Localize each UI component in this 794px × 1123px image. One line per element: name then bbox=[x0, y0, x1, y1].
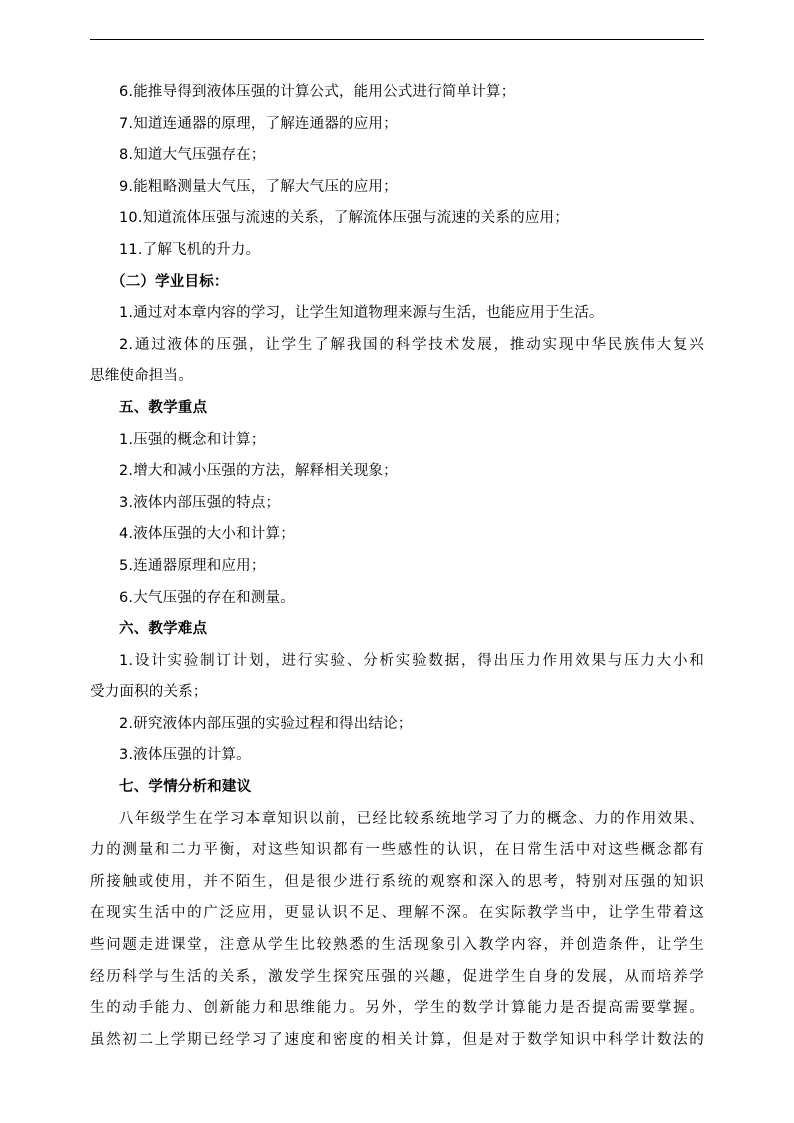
header-rule bbox=[90, 39, 704, 40]
analysis-line-7: 生的动手能力、创新能力和思维能力。另外，学生的数学计算能力是否提高需要掌握。 bbox=[90, 1000, 704, 1017]
objective-item-8: 8.知道大气压强存在； bbox=[119, 147, 266, 164]
document-body bbox=[90, 77, 704, 1056]
analysis-line-5: 些问题走进课堂，注意从学生比较熟悉的生活现象引入教学内容，并创造条件，让学生 bbox=[90, 937, 704, 954]
heading-student-analysis: 七、学情分析和建议 bbox=[119, 779, 252, 796]
analysis-line-3: 所接触或使用，并不陌生，但是很少进行系统的观察和深入的思考，特别对压强的知识 bbox=[90, 873, 704, 890]
analysis-line-8: 虽然初二上学期已经学习了速度和密度的相关计算，但是对于数学知识中科学计数法的 bbox=[90, 1031, 704, 1048]
academic-goal-2-line-2: 思维使命担当。 bbox=[90, 368, 193, 385]
academic-goal-2-line-1: 2.通过液体的压强，让学生了解我国的科学技术发展，推动实现中华民族伟大复兴 bbox=[119, 336, 704, 353]
objective-item-7: 7.知道连通器的原理，了解连通器的应用； bbox=[119, 115, 398, 132]
key-point-1: 1.压强的概念和计算； bbox=[119, 431, 266, 448]
heading-difficulties: 六、教学难点 bbox=[119, 621, 208, 638]
analysis-line-1: 八年级学生在学习本章知识以前，已经比较系统地学习了力的概念、力的作用效果、 bbox=[119, 810, 704, 827]
key-point-5: 5.连通器原理和应用； bbox=[119, 557, 266, 574]
key-point-6: 6.大气压强的存在和测量。 bbox=[119, 589, 295, 606]
difficulty-3: 3.液体压强的计算。 bbox=[119, 747, 251, 764]
objective-item-9: 9.能粗略测量大气压，了解大气压的应用； bbox=[119, 178, 398, 195]
key-point-2: 2.增大和减小压强的方法，解释相关现象； bbox=[119, 463, 398, 480]
objective-item-10: 10.知道流体压强与流速的关系，了解流体压强与流速的关系的应用； bbox=[119, 210, 569, 227]
objective-item-6: 6.能推导得到液体压强的计算公式，能用公式进行简单计算； bbox=[119, 84, 516, 100]
analysis-line-6: 经历科学与生活的关系，激发学生探究压强的兴趣，促进学生自身的发展，从而培养学 bbox=[90, 968, 704, 985]
difficulty-1-line-2: 受力面积的关系； bbox=[90, 684, 208, 701]
heading-key-points: 五、教学重点 bbox=[119, 399, 208, 416]
difficulty-2: 2.研究液体内部压强的实验过程和得出结论； bbox=[119, 715, 413, 732]
difficulty-1-line-1: 1.设计实验制订计划，进行实验、分析实验数据，得出压力作用效果与压力大小和 bbox=[119, 652, 704, 669]
key-point-4: 4.液体压强的大小和计算； bbox=[119, 526, 295, 543]
key-point-3: 3.液体内部压强的特点； bbox=[119, 494, 281, 511]
analysis-line-2: 力的测量和二力平衡，对这些知识都有一些感性的认识，在日常生活中对这些概念都有 bbox=[90, 842, 704, 859]
subheading-academic-goals: （二）学业目标： bbox=[111, 273, 229, 290]
analysis-line-4: 在现实生活中的广泛应用，更显认识不足、理解不深。在实际教学当中，让学生带着这 bbox=[90, 905, 704, 922]
academic-goal-1: 1.通过对本章内容的学习，让学生知道物理来源与生活，也能应用于生活。 bbox=[119, 305, 604, 322]
objective-item-11: 11.了解飞机的升力。 bbox=[119, 241, 261, 258]
